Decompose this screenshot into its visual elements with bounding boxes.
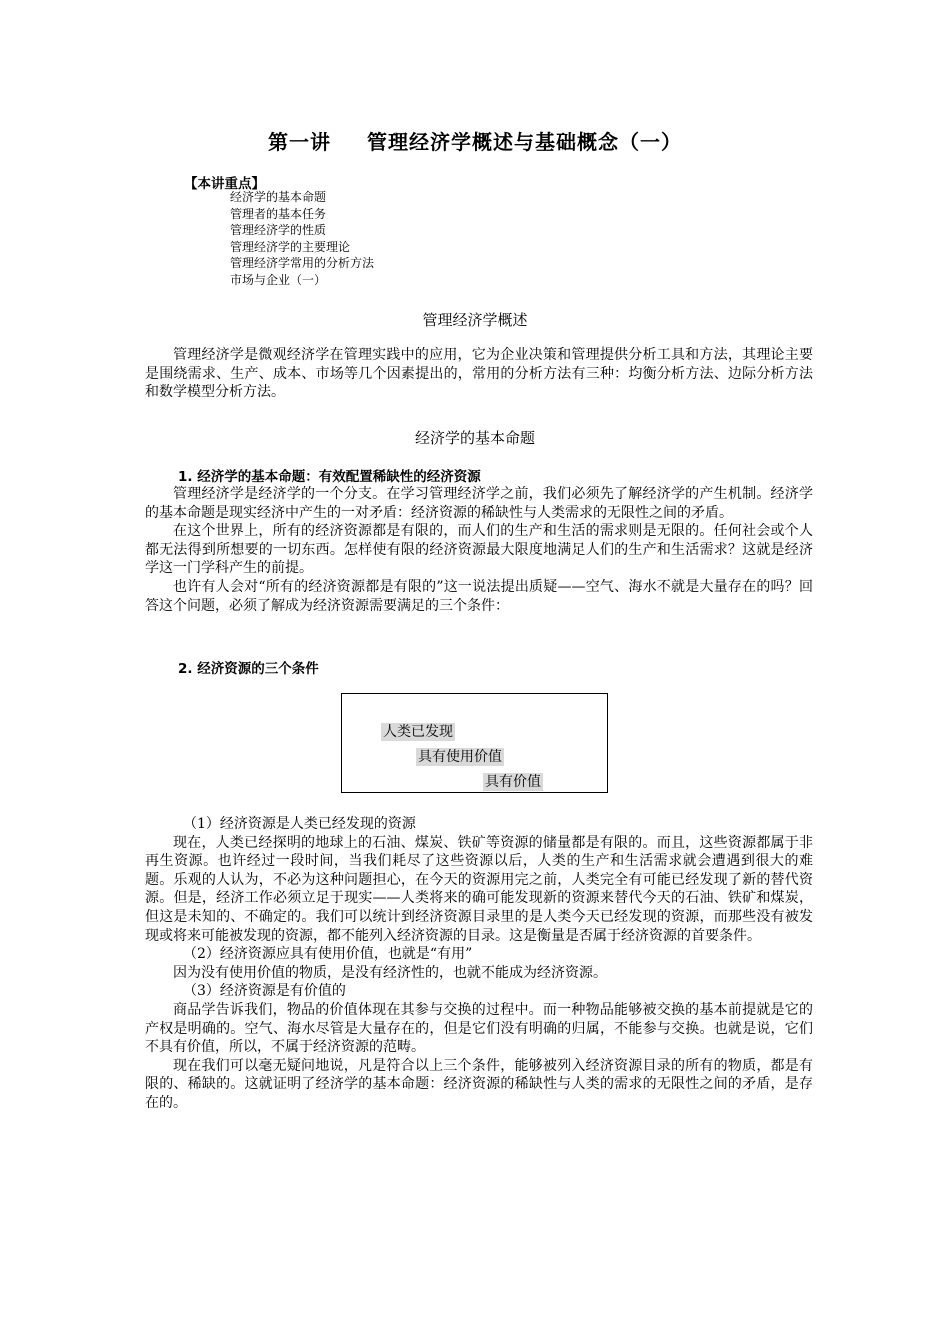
section-title-overview: 管理经济学概述: [422, 311, 528, 329]
key-point-item: 市场与企业（一）: [230, 272, 327, 287]
conditions-diagram: [341, 693, 608, 793]
overview-paragraph: 管理经济学是微观经济学在管理实践中的应用，它为企业决策和管理提供分析工具和方法，其理论主要是围绕需求、生产、成本、市场等几个因素提出的，常用的分析方法有三种：均衡分析方法、边际分析方法和数学模型分析方法。: [145, 347, 813, 401]
conditions-paragraph-block: [145, 815, 813, 1113]
subheading-basic-proposition: 1. 经济学的基本命题：有效配置稀缺性的经济资源: [178, 469, 481, 485]
page-title: [0, 126, 950, 155]
body-paragraph: 管理经济学是经济学的一个分支。在学习管理经济学之前，我们必须先了解经济学的产生机制。经济学的基本命题是现实经济中产生的一对矛盾：经济资源的稀缺性与人类需求的无限性之间的矛盾。: [145, 486, 813, 521]
title-lecture-topic: 管理经济学概述与基础概念（一）: [367, 130, 682, 154]
key-point-item: 管理经济学的主要理论: [230, 239, 351, 254]
diagram-label-discovered: 人类已发现: [383, 724, 453, 740]
body-paragraph: 在这个世界上，所有的经济资源都是有限的，而人们的生产和生活的需求则是无限的。任何社会或个人都无法得到所想要的一切东西。怎样使有限的经济资源最大限度地满足人们的生产和生活需求？这就是经济学这一门学科产生的前提。: [145, 523, 813, 577]
overview-paragraph-block: [145, 346, 813, 402]
diagram-label-use-value: 具有使用价值: [418, 749, 502, 765]
subheading-three-conditions: 2. 经济资源的三个条件: [178, 661, 319, 677]
key-point-item: 管理经济学常用的分析方法: [230, 256, 375, 270]
condition-heading: （3）经济资源是有价值的: [183, 983, 346, 1000]
key-point-item: 经济学的基本命题: [230, 190, 327, 204]
condition-heading: （2）经济资源应具有使用价值，也就是“有用”: [183, 946, 473, 963]
key-points-list: [230, 189, 374, 288]
condition-heading: （1）经济资源是人类已经发现的资源: [183, 816, 416, 832]
body-paragraph: 因为没有使用价值的物质，是没有经济性的，也就不能成为经济资源。: [173, 964, 607, 981]
key-points-heading: 【本讲重点】: [184, 176, 265, 192]
diagram-label-value: 具有价值: [485, 774, 541, 790]
key-point-item: 管理者的基本任务: [230, 206, 327, 221]
body-paragraph: 也许有人会对“所有的经济资源都是有限的”这一说法提出质疑——空气、海水不就是大量存在的吗？回答这个问题，必须了解成为经济资源需要满足的三个条件：: [145, 578, 813, 614]
section-title-basic-proposition: 经济学的基本命题: [414, 429, 535, 447]
body-paragraph: 现在，人类已经探明的地球上的石油、煤炭、铁矿等资源的储量都是有限的。而且，这些资源都属于非再生资源。也许经过一段时间，当我们耗尽了这些资源以后，人类的生产和生活需求就会遭遇到很大的难题。乐观的人认为，不必为这种问题担心，在今天的资源用完之前，人类完全有可能已经发现了新的替代资源。但是，经济工作必须立足于现实——人类将来的确可能发现新的资源来替代今天的石油、铁矿和煤炭，但这是未知的、不确定的。我们可以统计到经济资源目录里的是人类今天已经发现的资源，而那些没有被发现或将来可能被发现的资源，都不能列入经济资源的目录。这是衡量是否属于经济资源的首要条件。: [145, 834, 813, 944]
body-paragraph: 商品学告诉我们，物品的价值体现在其参与交换的过程中。而一种物品能够被交换的基本前提就是它的产权是明确的。空气、海水尽管是大量存在的，但是它们没有明确的归属，不能参与交换。也就是说，它们不具有价值，所以，不属于经济资源的范畴。: [145, 1001, 813, 1056]
body-paragraph: 现在我们可以毫无疑问地说，凡是符合以上三个条件，能够被列入经济资源目录的所有的物质，都是有限的、稀缺的。这就证明了经济学的基本命题：经济资源的稀缺性与人类的需求的无限性之间的矛盾，是存在的。: [145, 1057, 813, 1111]
title-lecture-number: 第一讲: [268, 130, 331, 154]
key-point-item: 管理经济学的性质: [230, 223, 327, 237]
proposition-paragraph-block: [145, 485, 813, 615]
